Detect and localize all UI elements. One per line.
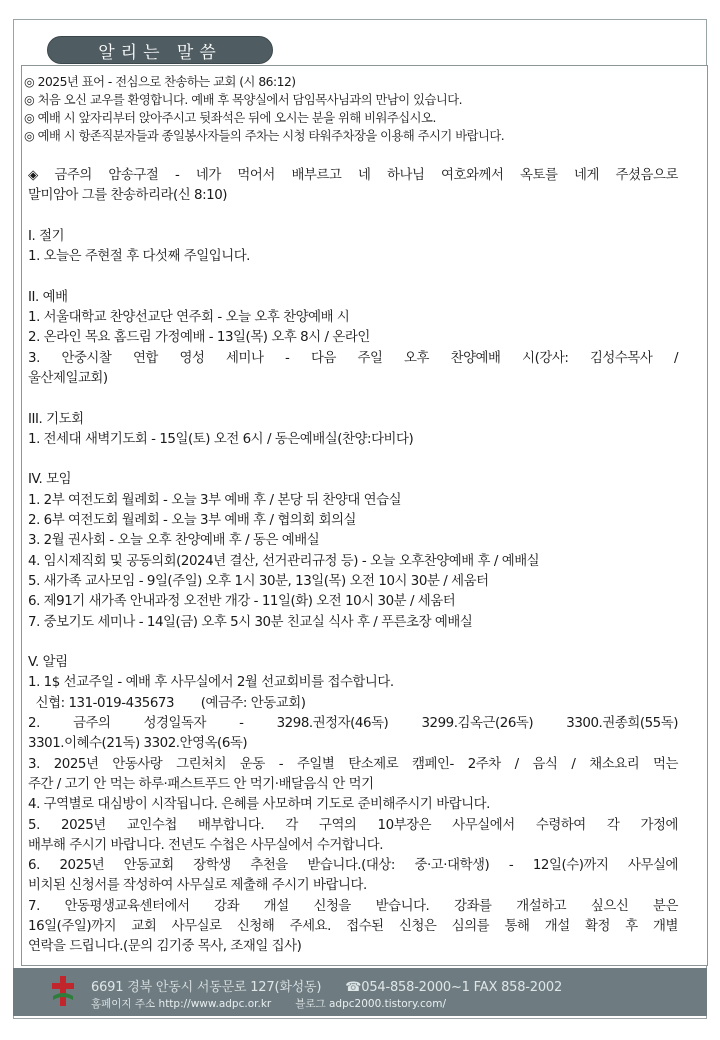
footer-homepage[interactable]: 홈페이지 주소 http://www.adpc.or.kr	[91, 998, 272, 1010]
list-item: 4. 임시제직회 및 공동의회(2024년 결산, 선거관리규정 등) - 오늘 오후찬양예배 후 / 예배실	[28, 553, 540, 569]
list-item: 주간 / 고기 안 먹는 하루·패스트푸드 안 먹기·배달음식 안 먹기	[28, 776, 374, 792]
list-item: 16일(주일)까지 교회 사무실로 신청해 주세요. 접수된 신청은 심의를 통해 개설 확정 후 개별	[28, 918, 678, 934]
notice-item: ◎ 예배 시 항존직분자들과 종일봉사자들의 주차는 시청 타워주차장을 이용해 주시기 바랍니다.	[24, 129, 505, 143]
footer-links	[91, 996, 446, 1011]
list-item: 1. 1$ 선교주일 - 예배 후 사무실에서 2월 선교회비를 접수합니다.	[28, 675, 394, 691]
list-item: 2. 온라인 목요 홈드림 가정예배 - 13일(목) 오후 8시 / 온라인	[28, 330, 370, 346]
section-heading-announcements: V. 알림	[28, 655, 68, 671]
footer-phone: ☎054-858-2000~1 FAX 858-2002	[345, 980, 563, 995]
footer-blog[interactable]: 블로그 adpc2000.tistory.com/	[295, 998, 446, 1010]
section-heading-prayer: III. 기도회	[28, 411, 84, 427]
list-item: 3. 2월 권사회 - 오늘 오후 찬양예배 후 / 동은 예배실	[28, 533, 320, 549]
section-heading-worship: II. 예배	[28, 289, 68, 305]
section-heading-meetings: IV. 모임	[28, 472, 72, 488]
list-item: 2. 금주의 성경일독자 - 3298.권정자(46독) 3299.김옥근(26독) 3300.권종희(55독)	[28, 716, 678, 732]
list-item: 3301.이혜수(21독) 3302.안영옥(6독)	[28, 736, 248, 752]
list-item: 6. 2025년 안동교회 장학생 추천을 받습니다.(대상: 중·고·대학생) - 12일(수)까지 사무실에	[28, 858, 678, 874]
list-item: 2. 6부 여전도회 월례회 - 오늘 3부 예배 후 / 협의회 회의실	[28, 513, 357, 529]
list-item: 7. 안동평생교육센터에서 강좌 개설 신청을 받습니다. 강좌를 개설하고 싶으신 분은	[28, 898, 678, 914]
list-item: 5. 새가족 교사모임 - 9일(주일) 오후 1시 30분, 13일(목) 오전 10시 30분 / 세움터	[28, 573, 489, 589]
footer-contact	[91, 976, 562, 995]
notice-item: ◎ 처음 오신 교우를 환영합니다. 예배 후 목양실에서 담임목사님과의 만남이 있습니다.	[24, 93, 463, 107]
list-item: 3. 안중시찰 연합 영성 세미나 - 다음 주일 오후 찬양예배 시(강사: 김성수목사 /	[28, 350, 678, 366]
memory-verse-line1: ◈ 금주의 암송구절 - 네가 먹어서 배부르고 네 하나님 여호와께서 옥토를 네게 주셨음으로	[28, 168, 678, 183]
list-item: 6. 제91기 새가족 안내과정 오전반 개강 - 11일(화) 오전 10시 30분 / 세움터	[28, 594, 456, 610]
notice-item: ◎ 2025년 표어 - 전심으로 찬송하는 교회 (시 86:12)	[24, 75, 296, 89]
list-item: 4. 구역별로 대심방이 시작됩니다. 은혜를 사모하며 기도로 준비해주시기 바랍니다.	[28, 797, 490, 813]
notice-list	[24, 73, 700, 145]
memory-verse-line2: 말미암아 그를 찬송하리라(신 8:10)	[28, 188, 228, 204]
list-item: 신협: 131-019-435673 (예금주: 안동교회)	[28, 695, 306, 711]
footer-address: 6691 경북 안동시 서동문로 127(화성동)	[91, 980, 322, 995]
list-item: 1. 오늘은 주현절 후 다섯째 주일입니다.	[28, 249, 250, 265]
announcement-body	[28, 166, 678, 958]
list-item: 1. 서울대학교 찬양선교단 연주회 - 오늘 오후 찬양예배 시	[28, 310, 350, 326]
list-item: 울산제일교회)	[28, 370, 108, 386]
list-item: 비치된 신청서를 작성하여 사무실로 제출해 주시기 바랍니다.	[28, 878, 367, 894]
list-item: 연락을 드립니다.(문의 김기중 목사, 조재일 집사)	[28, 939, 302, 955]
notice-item: ◎ 예배 시 앞자리부터 앉아주시고 뒷좌석은 뒤에 오시는 분을 위해 비워주십시오.	[24, 111, 436, 125]
church-logo-icon	[49, 974, 77, 1008]
page-title: 알리는 말씀	[47, 36, 273, 64]
list-item: 7. 중보기도 세미나 - 14일(금) 오후 5시 30분 친교실 식사 후 / 푸른초장 예배실	[28, 614, 473, 630]
list-item: 1. 2부 여전도회 월례회 - 오늘 3부 예배 후 / 본당 뒤 찬양대 연습실	[28, 492, 402, 508]
list-item: 3. 2025년 안동사랑 그린처치 운동 - 주일별 탄소제로 캠페인- 2주차 / 음식 / 채소요리 먹는	[28, 756, 678, 772]
list-item: 1. 전세대 새벽기도회 - 15일(토) 오전 6시 / 동은예배실(찬양:다비다)	[28, 431, 414, 447]
list-item: 배부해 주시기 바랍니다. 전년도 수첩은 사무실에서 수거합니다.	[28, 837, 384, 853]
list-item: 5. 2025년 교인수첩 배부합니다. 각 구역의 10부장은 사무실에서 수령하여 각 가정에	[28, 817, 678, 833]
footer-bar	[13, 968, 707, 1016]
section-heading-season: I. 절기	[28, 228, 65, 244]
